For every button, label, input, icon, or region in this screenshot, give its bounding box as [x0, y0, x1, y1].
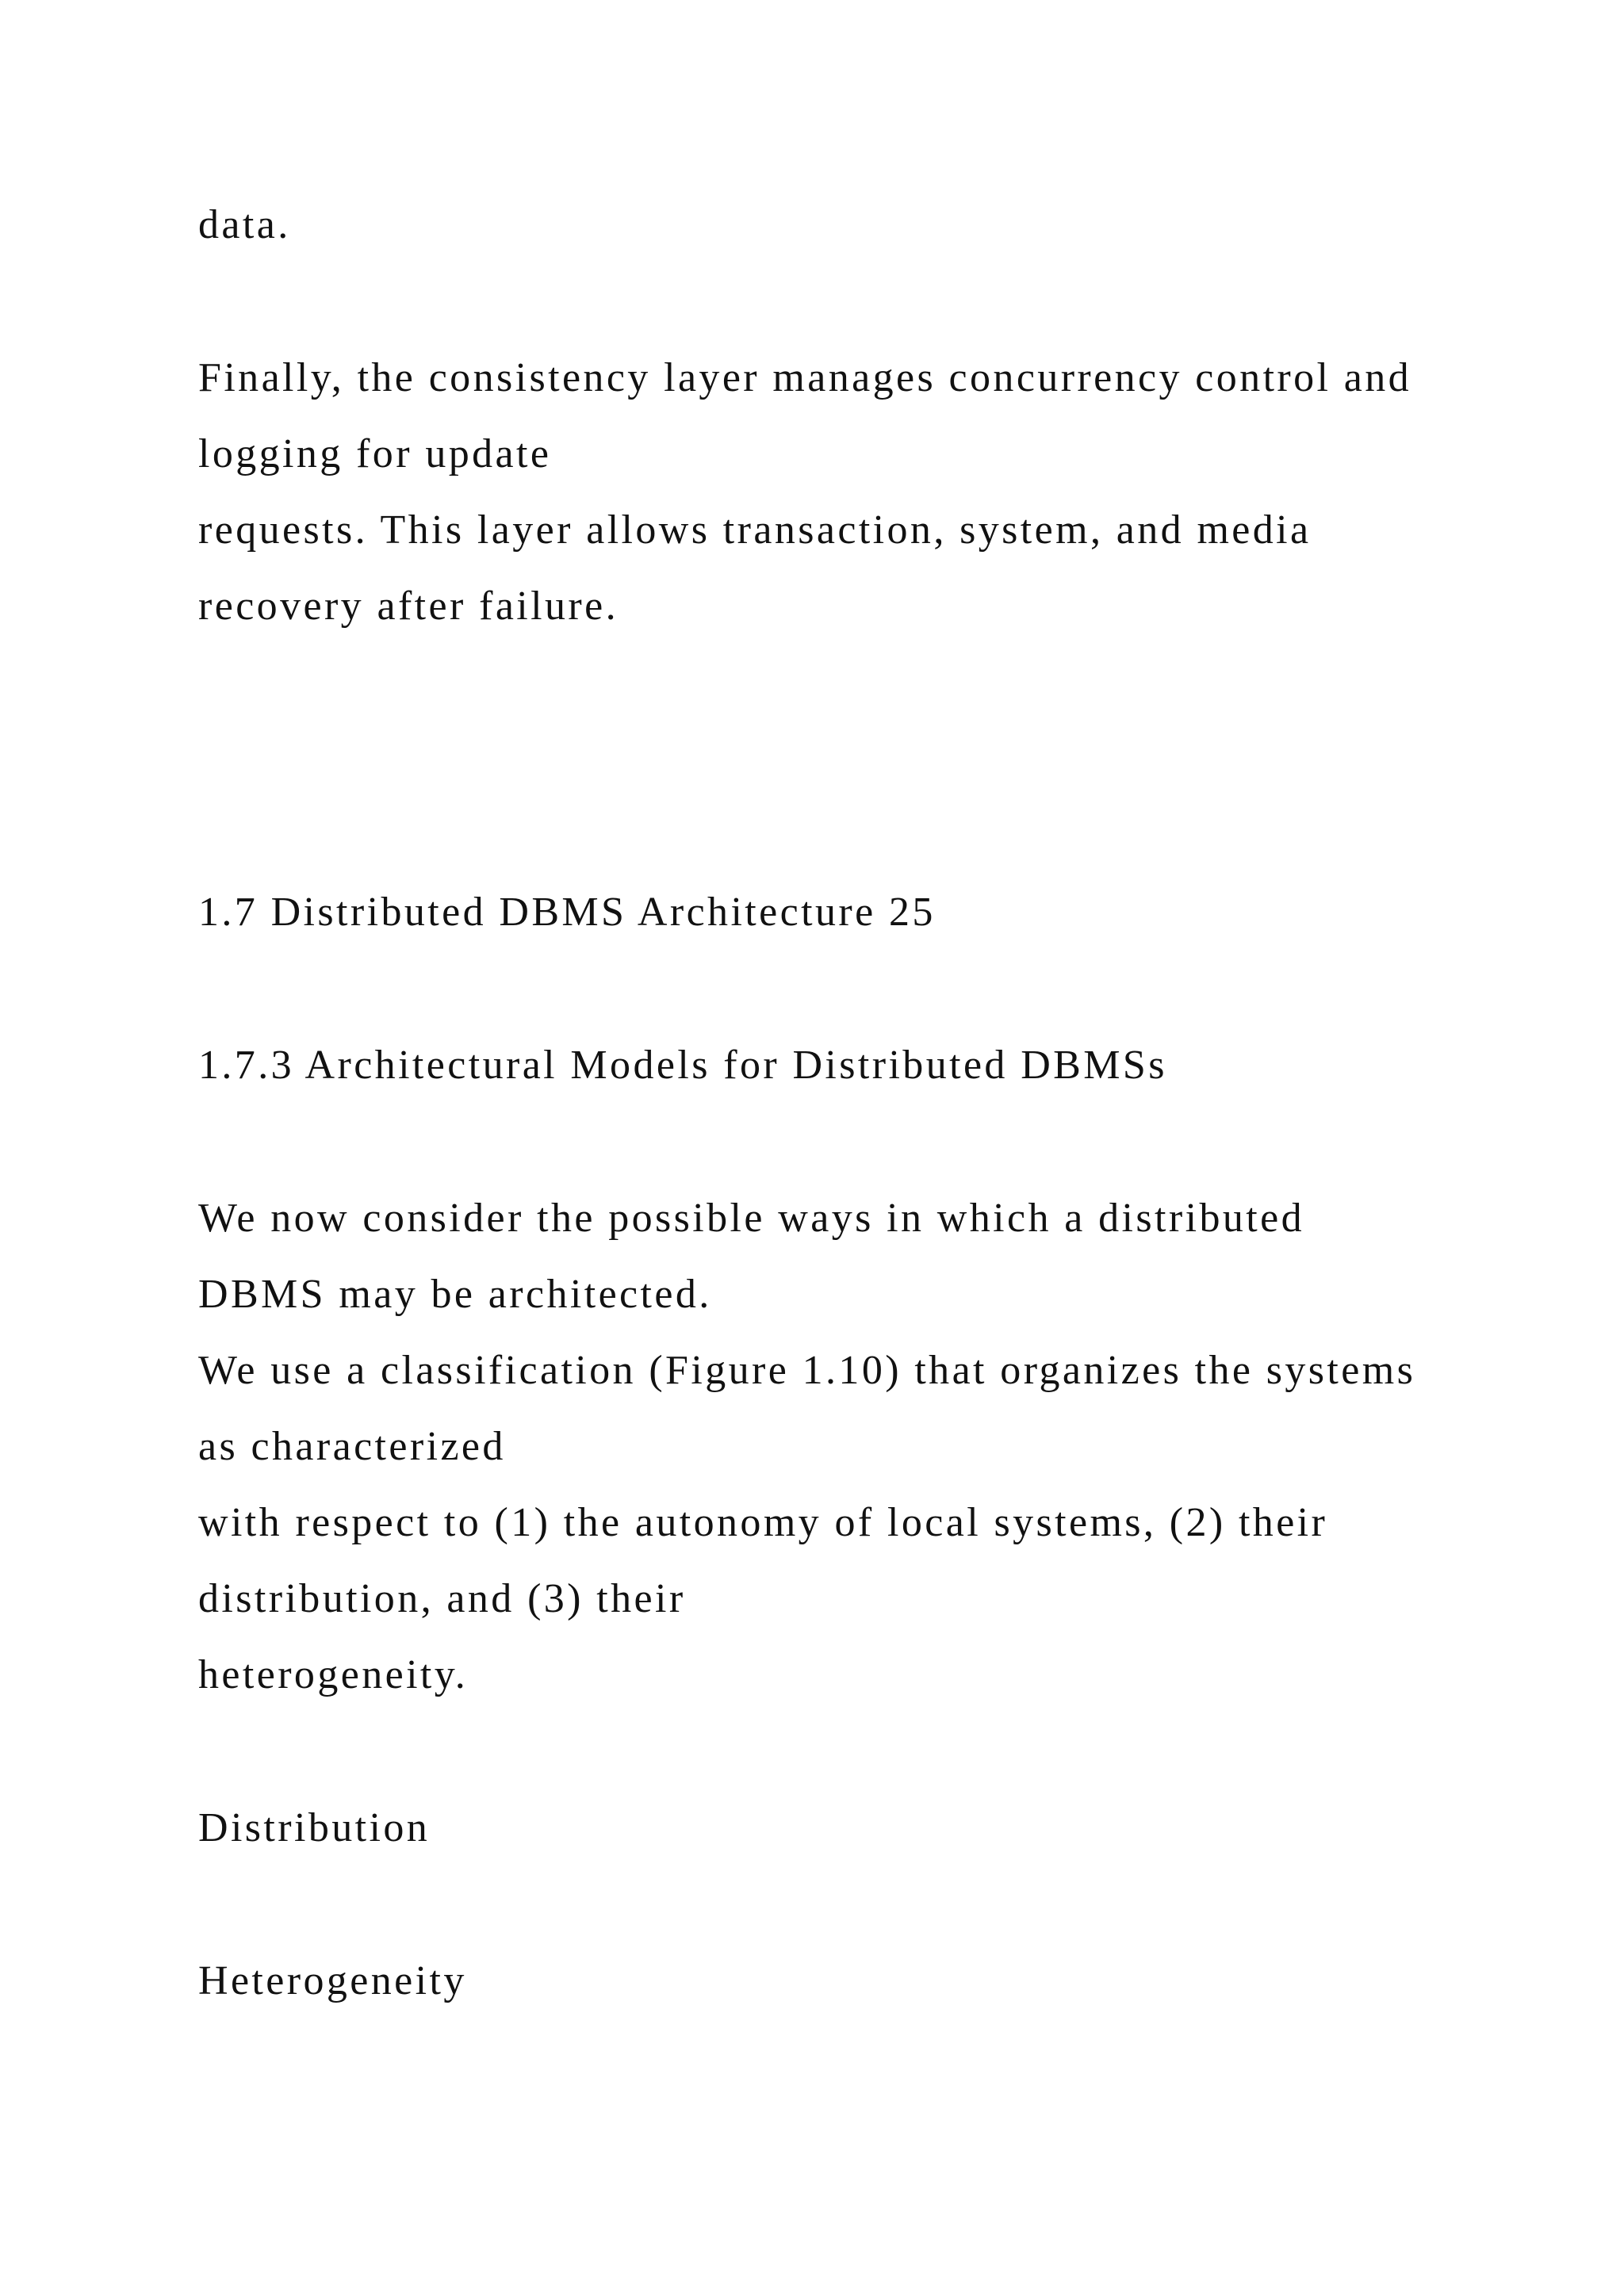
paragraph-line: logging for update	[198, 431, 552, 476]
figure-label-distribution: Distribution	[198, 1805, 431, 1850]
paragraph-line: distribution, and (3) their	[198, 1576, 686, 1621]
figure-label-heterogeneity: Heterogeneity	[198, 1958, 467, 2003]
section-heading: 1.7.3 Architectural Models for Distributed DBMSs	[198, 1043, 1167, 1088]
paragraph-line: with respect to (1) the autonomy of local systems, (2) their	[198, 1500, 1328, 1545]
paragraph-line: Finally, the consistency layer manages concurrency control and	[198, 355, 1412, 400]
paragraph-line: heterogeneity.	[198, 1652, 469, 1697]
paragraph-line: recovery after failure.	[198, 584, 619, 629]
paragraph-line: We use a classification (Figure 1.10) that organizes the systems	[198, 1348, 1416, 1393]
paragraph-line: requests. This layer allows transaction, system, and media	[198, 507, 1312, 553]
paragraph-line: as characterized	[198, 1424, 506, 1469]
text-line: data.	[198, 202, 291, 247]
running-header: 1.7 Distributed DBMS Architecture 25	[198, 890, 936, 935]
paragraph-line: We now consider the possible ways in which a distributed	[198, 1196, 1304, 1241]
paragraph-line: DBMS may be architected.	[198, 1272, 712, 1317]
